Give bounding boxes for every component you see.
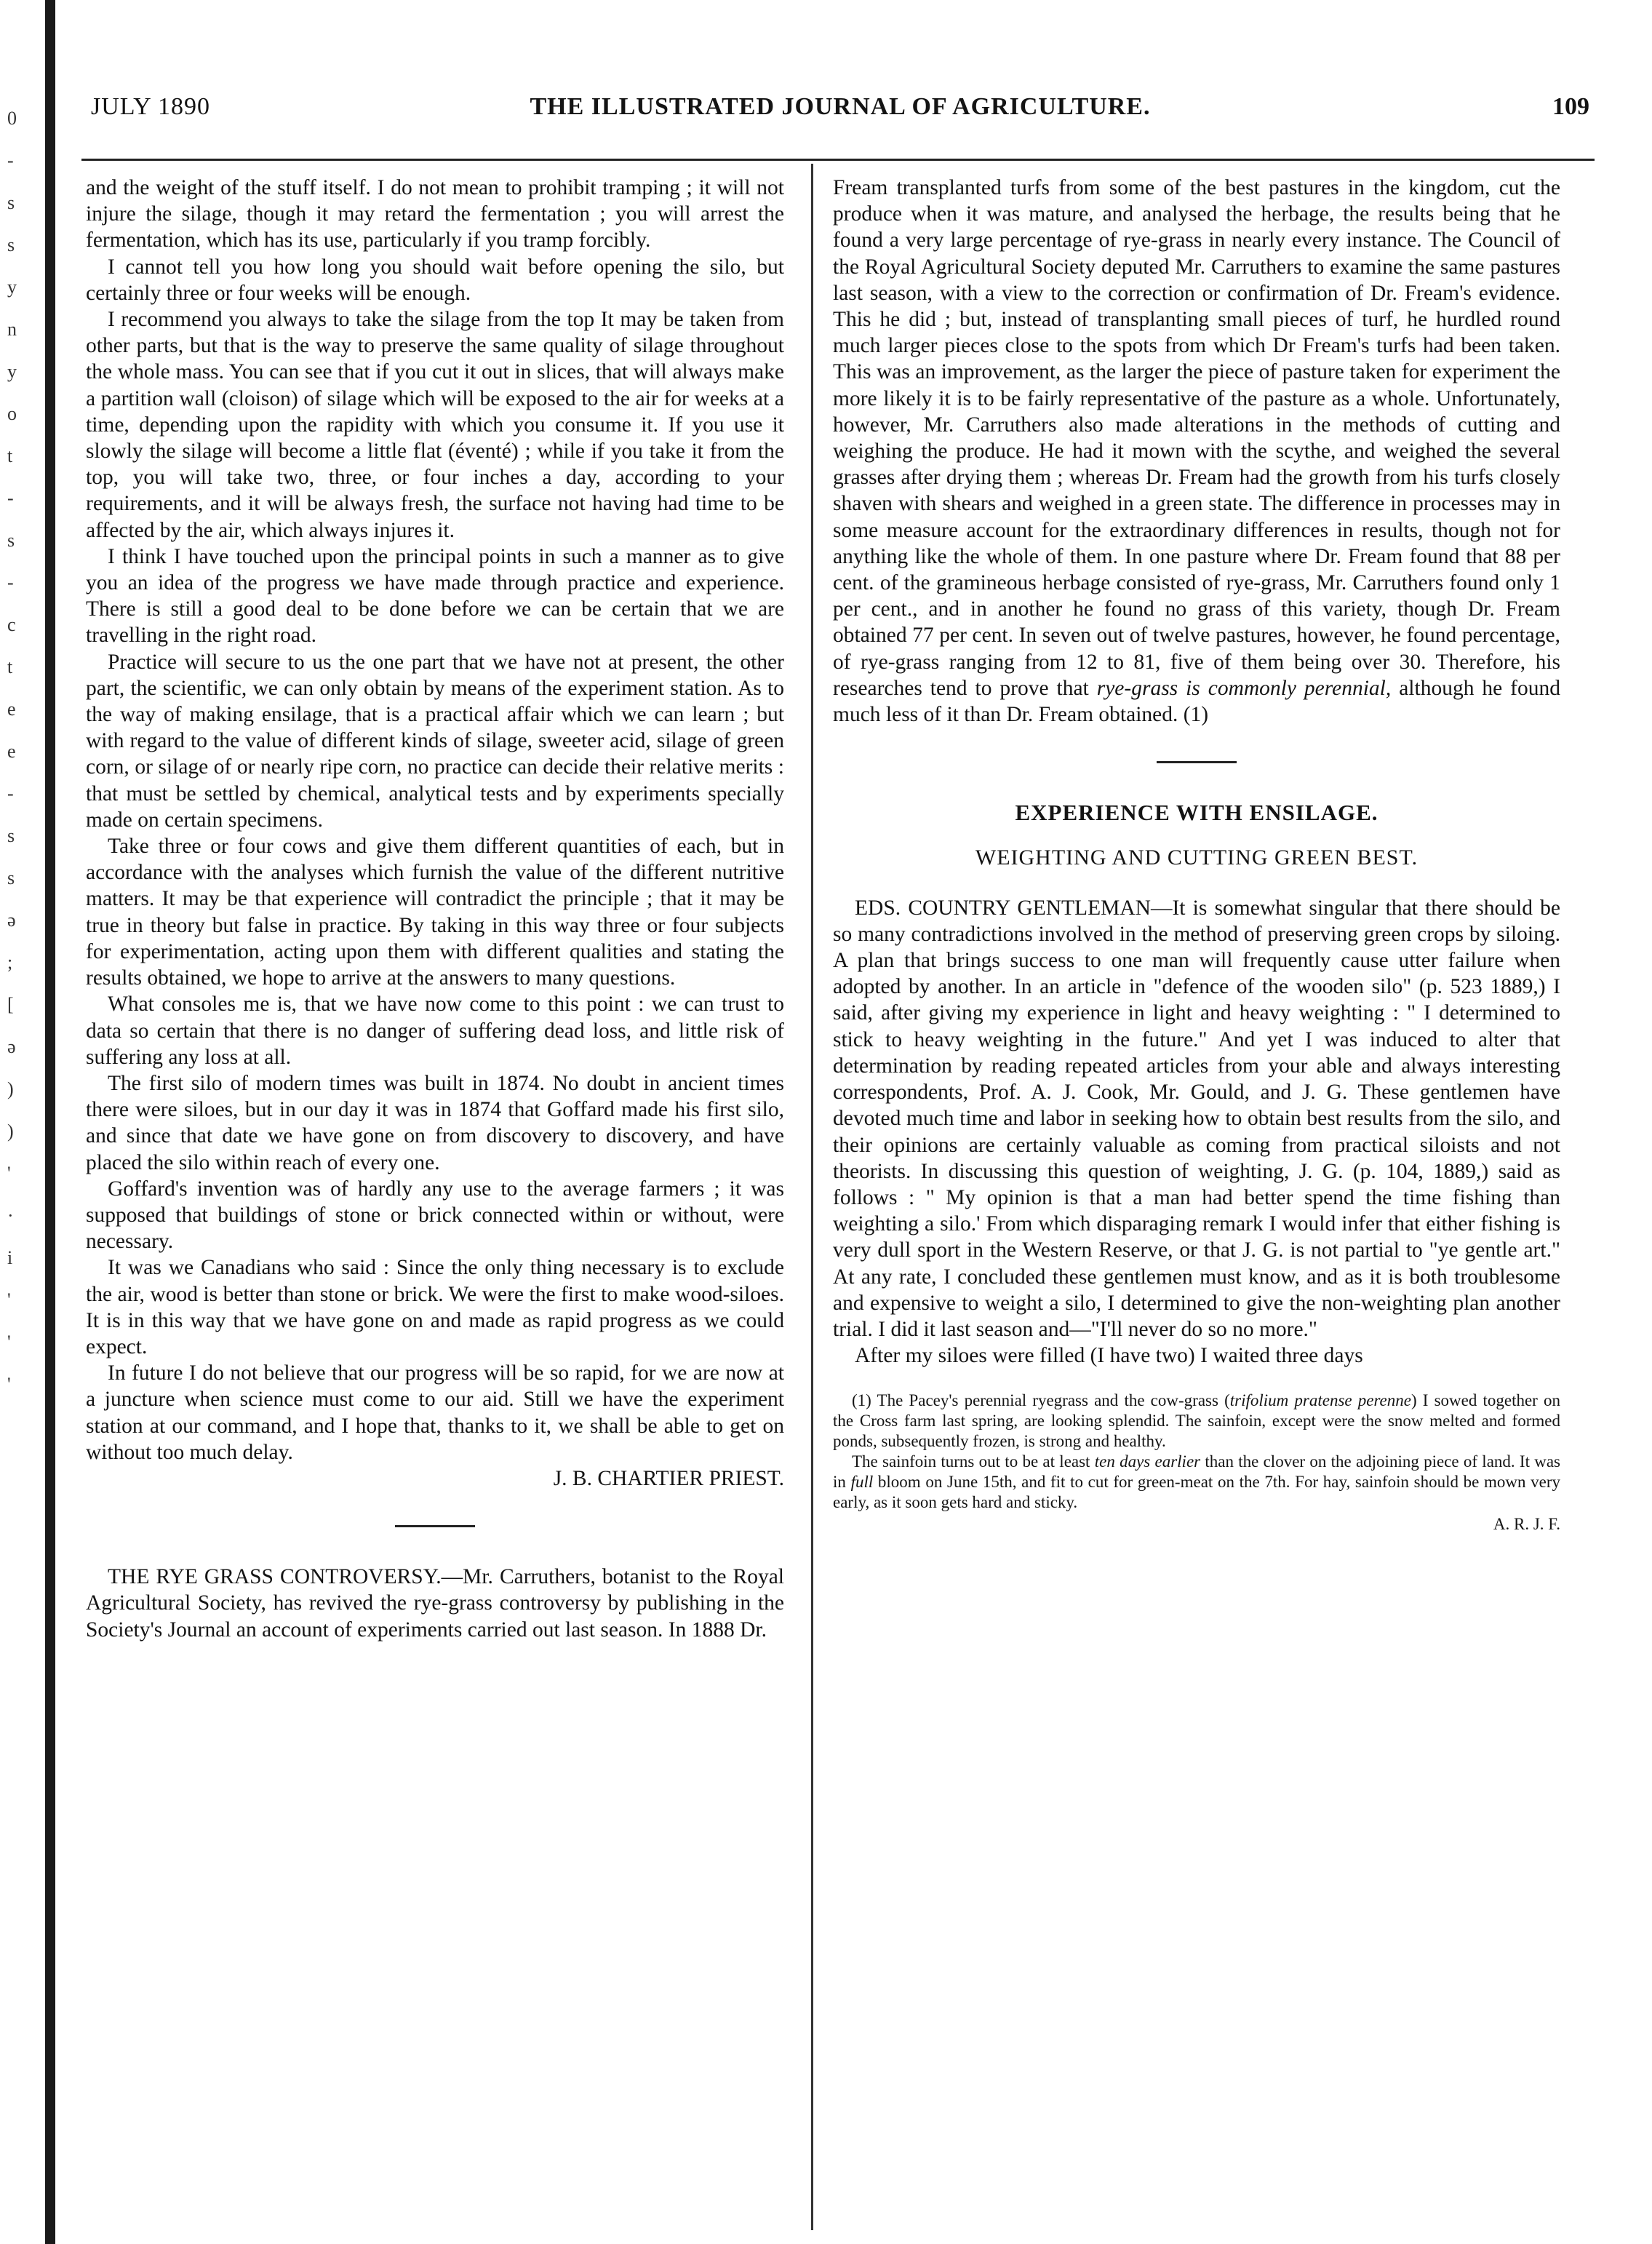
column-divider <box>811 164 813 2230</box>
margin-fragment: [ <box>7 994 14 1015</box>
footnote-text: (1) The Pacey's perennial ryegrass and the cow-grass ( <box>852 1391 1230 1410</box>
article-subtitle: WEIGHTING AND CUTTING GREEN BEST. <box>975 846 1418 870</box>
margin-fragment: y <box>7 276 17 298</box>
margin-fragment: s <box>7 825 15 846</box>
section-separator <box>395 1525 475 1527</box>
margin-fragment: · <box>7 1205 14 1226</box>
section-separator <box>1157 761 1237 763</box>
rye-grass-paragraph <box>86 1564 784 1643</box>
paragraph: What consoles me is, that we have now come to this point : we can trust to data so certain that there is no danger of suffering dead loss, and little risk of suffering any loss at all. <box>86 992 784 1069</box>
footnote-text: bloom on June 15th, and fit to cut for green-meat on the 7th. For hay, sainfoin should be mown very early, as it soon gets hard and sticky. <box>833 1473 1561 1512</box>
paragraph: I think I have touched upon the principal points in such a manner as to give you an idea of the progress we have made through practice and experience. There is still a good deal to be done before we can be certain that we are travelling in the right road. <box>86 544 784 648</box>
left-column <box>86 175 784 1643</box>
author-signature: J. B. CHARTIER PRIEST. <box>553 1466 784 1490</box>
addressee: EDS. COUNTRY GENTLEMAN <box>855 896 1151 920</box>
paragraph: It was we Canadians who said : Since the only thing necessary is to exclude the air, wood is better than stone or brick. We were the first to make wood-siloes. It is in this way that we have gone on and made as rapid progress as we could expect. <box>86 1256 784 1358</box>
margin-fragment: s <box>7 867 15 888</box>
footnote <box>833 1452 1560 1513</box>
paragraph: Goffard's invention was of hardly any use to the average farmers ; it was supposed that buildings of stone or brick connected within or without, were necessary. <box>86 1177 784 1254</box>
rye-grass-text: —Mr. Carruthers, botanist to the Royal Agricultural Society, has revived the rye-grass controversy by publishing in the Society's Journal an account of experiments carried out last season. In 1888 Dr. <box>86 1565 784 1642</box>
margin-fragment: n <box>7 319 17 340</box>
paragraph: The first silo of modern times was built in 1874. No doubt in ancient times there were siloes, but in our day it was in 1874 that Goffard made his first silo, and since that date we have gone on from discovery to discovery, and have placed the silo within reach of every one. <box>86 1071 784 1174</box>
header-rule <box>81 159 1595 161</box>
right-column <box>833 175 1560 1535</box>
scan-binding-edge <box>45 0 55 2244</box>
rye-grass-heading: THE RYE GRASS CONTROVERSY. <box>108 1565 442 1589</box>
margin-fragment: 0 <box>7 108 17 129</box>
margin-fragment: y <box>7 361 17 382</box>
paragraph: Take three or four cows and give them different quantities of each, but in accordance with the analyses which furnish the value of the different nutritive matters. It may be that experience will contradict the principle ; that it may be true in theory but false in practice. By taking in this way three or four subjects for experimentation, acting upon them with different qualities and stating the results obtained, we hope to arrive at the answers to many questions. <box>86 835 784 990</box>
margin-fragment: ǝ <box>7 1036 16 1057</box>
margin-fragment: - <box>7 488 14 509</box>
paragraph-emphasis: rye-grass is commonly perennial, <box>1096 676 1392 700</box>
margin-fragment: ' <box>7 1163 11 1184</box>
paragraph: I cannot tell you how long you should wait before opening the silo, but certainly three or four weeks will be enough. <box>86 255 784 305</box>
margin-fragment: c <box>7 614 16 635</box>
paragraph: Practice will secure to us the one part that we have not at present, the other part, the scientific, we can only obtain by means of the experiment station. As to the way of making ensilage, that is a practical affair which we can learn ; but with regard to the value of different kinds of silage, sweeter acid, silage of green corn, or silage of or nearly ripe corn, no practice can decide their relative merits : that must be settled by chemical, analytical tests and by experiments specially made on certain specimens. <box>86 650 784 832</box>
margin-fragment: ǝ <box>7 910 16 931</box>
footnote-text: than the clover on the adjoining piece of land. It was in <box>833 1452 1561 1492</box>
margin-fragment: s <box>7 530 15 551</box>
footnote-emphasis: ten days earlier <box>1094 1452 1201 1471</box>
paragraph: In future I do not believe that our progress will be so rapid, for we are now at a juncture when science must come to our aid. Still we have the experiment station at our command, and I hope that, thanks to it, we shall be able to get on without too much delay. <box>86 1361 784 1464</box>
page-number: 109 <box>1552 93 1589 120</box>
margin-fragment: o <box>7 403 17 424</box>
paragraph-text-end: although he found much less of it than Dr. Fream obtained. (1) <box>833 676 1561 727</box>
footnote-signature: A. R. J. F. <box>1493 1515 1560 1534</box>
article-title: EXPERIENCE WITH ENSILAGE. <box>1015 800 1378 826</box>
margin-fragment: - <box>7 572 14 593</box>
margin-fragment: - <box>7 783 14 804</box>
footnote <box>833 1390 1560 1452</box>
margin-fragment: ) <box>7 1121 14 1142</box>
paragraph-text: Fream transplanted turfs from some of the best pastures in the kingdom, cut the produce when it was mature, and analysed the herbage, the results being that he found a very large percentage of rye-grass in nearly every instance. The Council of the Royal Agricultural Society deputed Mr. Carruthers to examine the same pastures last season, with a view to the correction or confirmation of Dr. Fream's evidence. This he did ; but, instead of transplanting small pieces of turf, he hurdled round much larger pieces close to the spots from which Dr Fream's turfs had been taken. This was an improvement, as the larger the piece of pasture taken for experiment the more likely it is to be fairly representative of the pasture as a whole. Unfortunately, however, Mr. Carruthers also made alterations in the methods of cutting and weighing the produce. He had it mown with the scythe, and weighed the several grasses after drying them ; whereas Dr. Fream had the growth from his turfs closely shaven with shears and weighed in a green state. The difference in processes may in some measure account for the extraordinary differences in results, though not for anything like the whole of them. In one pasture where Dr. Fream found that 88 per cent. of the gramineous herbage consisted of rye-grass, Mr. Carruthers found only 1 per cent., and in another he found no grass of this variety, though Dr. Fream obtained 77 per cent. In seven out of twelve pastures, however, he found percentage, of rye-grass ranging from 12 to 81, five of them being over 30. Therefore, his researches tend to prove that <box>833 176 1560 700</box>
margin-fragment: ) <box>7 1078 14 1099</box>
header-date: JULY 1890 <box>91 93 210 120</box>
margin-fragment: ' <box>7 1289 11 1310</box>
paragraph-text: —It is somewhat singular that there should be so many contradictions involved in the method of preserving green crops by siloing. A plan that brings success to one man will frequently cause utter failure when adopted by another. In an article in "defence of the wooden silo" (p. 523 1889,) I said, after giving my experience in light and heavy weighting : " I determined to stick to heavy weighting in the future." And yet I was induced to alter that determination by reading repeated articles from your able and always interesting correspondents, Prof. A. J. Cook, Mr. Gould, and J. G. These gentlemen have devoted much time and labor in seeking how to obtain best results from the silo, and their opinions are certainly valuable as coming from practical siloists and not theorists. In discussing this question of weighting, J. G. (p. 104, 1889,) said as follows : " My opinion is that a man had better spend the time fishing than weighting a silo.' From which disparaging remark I would infer that either fishing is very dull sport in the Western Reserve, or that J. G. is not partial to "ye gentle art." At any rate, I concluded these gentlemen must know, and as it is both troublesome and expensive to weight a silo, I determined to give the non-weighting plan another trial. I did it last season and—"I'll never do so no more." <box>833 896 1561 1341</box>
margin-fragment: ' <box>7 1374 11 1395</box>
margin-fragment: s <box>7 234 15 255</box>
footnote-emphasis: trifolium pratense perenne <box>1229 1391 1411 1410</box>
margin-fragment: e <box>7 741 16 762</box>
margin-fragment: - <box>7 150 14 171</box>
margin-fragment: t <box>7 445 13 466</box>
footnote-emphasis: full <box>850 1473 874 1492</box>
margin-fragment: s <box>7 192 15 213</box>
journal-title: THE ILLUSTRATED JOURNAL OF AGRICULTURE. <box>530 93 1151 120</box>
paragraph <box>833 175 1560 728</box>
margin-fragment: ; <box>7 952 13 973</box>
paragraph <box>833 895 1560 1342</box>
margin-fragment: i <box>7 1247 13 1268</box>
paragraph: and the weight of the stuff itself. I do not mean to prohibit tramping ; it will not injure the silage, though it may retard the fermentation ; you will arrest the fermentation, which has its use, particularly if you tramp forcibly. <box>86 176 784 252</box>
page-header <box>91 93 1589 137</box>
footnote-text: The sainfoin turns out to be at least <box>852 1452 1090 1471</box>
paragraph: After my siloes were filled (I have two) I waited three days <box>855 1344 1363 1368</box>
margin-fragment: t <box>7 656 13 677</box>
footnote-text: ) I sowed together on the Cross farm last spring, are looking splendid. The sainfoin, except were the snow melted and formed ponds, subsequently frozen, is strong and healthy. <box>833 1391 1560 1451</box>
footnotes <box>833 1390 1560 1535</box>
paragraph: I recommend you always to take the silage from the top It may be taken from other parts, but that is the way to preserve the same quality of silage throughout the whole mass. You can see that if you cut it out in slices, that will always make a partition wall (cloison) of silage which will be exposed to the air for weeks at a time, depending upon the rapidity with which you consume it. If you use it slowly the silage will become a little flat (éventé) ; while if you take it from the top, you will take two, three, or four inches a day, according to your requirements, and it will be always fresh, the surface not having had time to be affected by the air, which always injures it. <box>86 308 784 542</box>
margin-fragment: ' <box>7 1332 11 1353</box>
margin-fragment: e <box>7 699 16 720</box>
